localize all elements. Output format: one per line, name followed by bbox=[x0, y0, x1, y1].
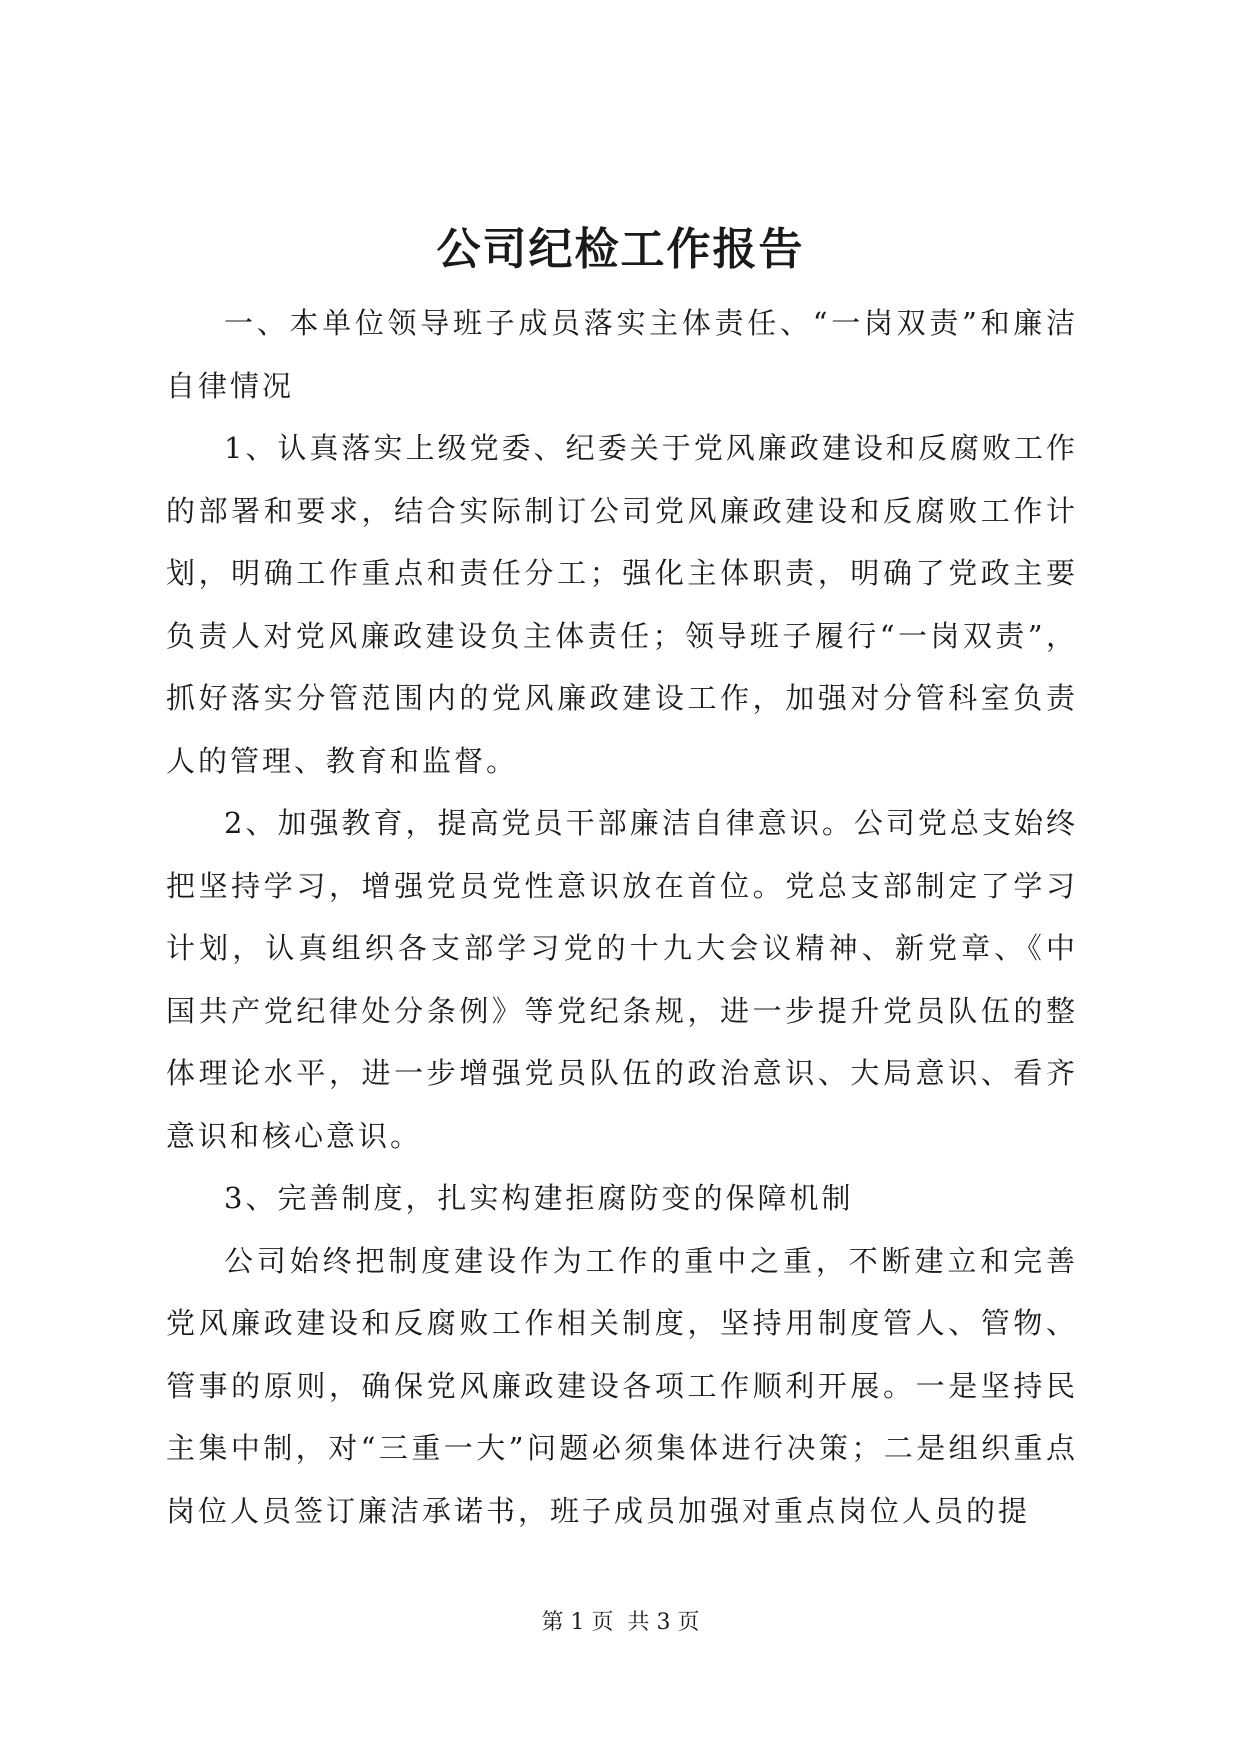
paragraph-item-3-heading: 3、完善制度，扎实构建拒腐防变的保障机制 bbox=[224, 1181, 854, 1215]
paragraph-item-1: 1、认真落实上级党委、纪委关于党风廉政建设和反腐败工作的部署和要求，结合实际制订公司党风廉政建设和反腐败工作计划，明确工作重点和责任分工；强化主体职责，明确了党政主要负责人对党风廉政建设负主体责任；领导班子履行“一岗双责”，抓好落实分管范围内的党风廉政建设工作，加强对分管科室负责人的管理、教育和监督。 bbox=[166, 431, 1078, 778]
paragraph-item-3-body: 公司始终把制度建设作为工作的重中之重，不断建立和完善党风廉政建设和反腐败工作相关制度，坚持用制度管人、管物、管事的原则，确保党风廉政建设各项工作顺利开展。一是坚持民主集中制，对“三重一大”问题必须集体进行决策；二是组织重点岗位人员签订廉洁承诺书，班子成员加强对重点岗位人员的提 bbox=[166, 1243, 1078, 1528]
page-number-label: 第 1 页 共 3 页 bbox=[541, 1610, 700, 1635]
paragraph-section-heading: 一、本单位领导班子成员落实主体责任、“一岗双责”和廉洁自律情况 bbox=[166, 306, 1078, 403]
page-footer bbox=[0, 1608, 1241, 1638]
document-body bbox=[166, 292, 1078, 1542]
document-title: 公司纪检工作报告 bbox=[436, 224, 805, 275]
paragraph-item-2: 2、加强教育，提高党员干部廉洁自律意识。公司党总支始终把坚持学习，增强党员党性意识放在首位。党总支部制定了学习计划，认真组织各支部学习党的十九大会议精神、新党章、《中国共产党纪律处分条例》等党纪条规，进一步提升党员队伍的整体理论水平，进一步增强党员队伍的政治意识、大局意识、看齐意识和核心意识。 bbox=[166, 806, 1078, 1153]
